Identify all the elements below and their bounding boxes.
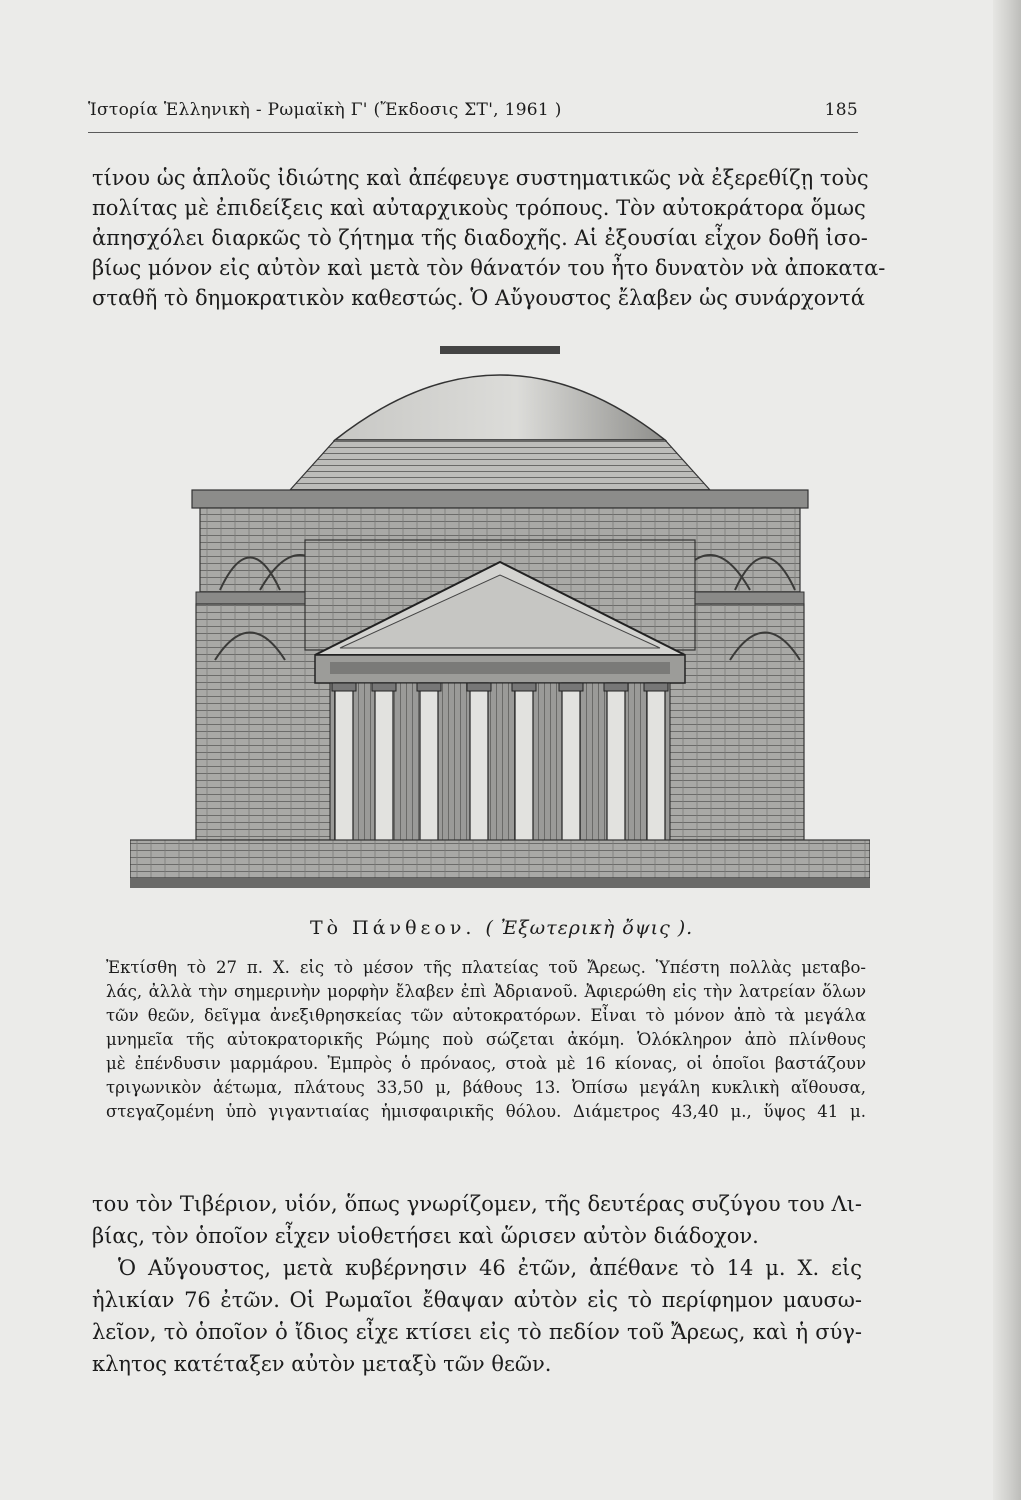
text-line: βίας, τὸν ὁποῖον εἶχεν υἱοθετήσει καὶ ὥρισεν αὐτὸν διάδοχον. bbox=[92, 1224, 759, 1248]
note-line: στεγαζομένη ὑπὸ γιγαντιαίας ἡμισφαιρικῆς θόλου. Διάμετρος 43,40 μ., ὕψος 41 μ. bbox=[106, 1102, 866, 1121]
bottom-paragraph bbox=[92, 1188, 862, 1380]
dome-lantern bbox=[440, 346, 560, 354]
note-line: Ἐκτίσθη τὸ 27 π. Χ. εἰς τὸ μέσον τῆς πλατείας τοῦ Ἄρεως. Ὑπέστη πολλὰς μεταβο- bbox=[106, 958, 866, 977]
stepped-rings bbox=[290, 440, 710, 490]
text-line: βίως μόνον εἰς αὐτὸν καὶ μετὰ τὸν θάνατόν του ἦτο δυνατὸν νὰ ἀποκατα- bbox=[92, 256, 886, 280]
figure-caption bbox=[310, 917, 693, 939]
note-line: τῶν θεῶν, δεῖγμα ἀνεξιθρησκείας τῶν αὐτοκρατόρων. Εἶναι τὸ μόνον ἀπὸ τὰ μεγάλα bbox=[106, 1006, 866, 1025]
figure-notes bbox=[106, 956, 866, 1124]
text-line: πολίτας μὲ ἐπιδείξεις καὶ αὐταρχικοὺς τρόπους. Τὸν αὐτοκράτορα ὅμως bbox=[92, 196, 866, 220]
ground-plinth bbox=[130, 840, 870, 878]
text-line: λεῖον, τὸ ὁποῖον ὁ ἴδιος εἶχε κτίσει εἰς τὸ πεδίον τοῦ Ἄρεως, καὶ ἡ σύγ- bbox=[92, 1320, 862, 1344]
text-line: σταθῆ τὸ δημοκρατικὸν καθεστώς. Ὁ Αὔγουστος ἔλαβεν ὡς συνάρχοντά bbox=[92, 286, 865, 310]
caption-sub: ( Ἐξωτερικὴ ὄψις ). bbox=[485, 917, 694, 939]
page-spine-shadow bbox=[993, 0, 1021, 1500]
note-line: μὲ ἐπένδυσιν μαρμάρου. Ἐμπρὸς ὁ πρόναος, στοὰ μὲ 16 κίονας, οἱ ὁποῖοι βαστάζουν bbox=[106, 1054, 866, 1073]
text-line: κλητος κατέταξεν αὐτὸν μεταξὺ τῶν θεῶν. bbox=[92, 1352, 552, 1376]
page-number: 185 bbox=[824, 100, 858, 120]
pantheon-engraving bbox=[130, 340, 870, 900]
text-line: ἡλικίαν 76 ἐτῶν. Οἱ Ρωμαῖοι ἔθαψαν αὐτὸν εἰς τὸ περίφημον μαυσω- bbox=[92, 1288, 862, 1312]
note-line: μνημεῖα τῆς αὐτοκρατορικῆς Ρώμης ποὺ σώζεται ἀκόμη. Ὁλόκληρον ἀπὸ πλίνθους bbox=[106, 1030, 866, 1049]
caption-main: Τὸ Πάνθεον. bbox=[310, 917, 476, 939]
drum-cornice bbox=[192, 490, 808, 508]
running-header bbox=[88, 100, 858, 130]
text-line: ἀπησχόλει διαρκῶς τὸ ζήτημα τῆς διαδοχῆς. Αἱ ἐξουσίαι εἶχον δοθῆ ἰσο- bbox=[92, 226, 868, 250]
text-line: Ὁ Αὔγουστος, μετὰ κυβέρνησιν 46 ἐτῶν, ἀπέθανε τὸ 14 μ. Χ. εἰς bbox=[118, 1256, 862, 1280]
dome bbox=[335, 375, 665, 440]
top-paragraph bbox=[92, 163, 886, 313]
text-line: τίνου ὡς ἁπλοῦς ἰδιώτης καὶ ἀπέφευγε συστηματικῶς νὰ ἐξερεθίζῃ τοὺς bbox=[92, 166, 869, 190]
text-line: του τὸν Τιβέριον, υἱόν, ὅπως γνωρίζομεν, τῆς δευτέρας συζύγου του Λι- bbox=[92, 1192, 862, 1216]
running-title: Ἱστορία Ἑλληνικὴ - Ρωμαϊκὴ Γ' (Ἔκδοσις ΣΤ', 1961 ) bbox=[88, 100, 562, 120]
note-line: λάς, ἀλλὰ τὴν σημερινὴν μορφὴν ἔλαβεν ἐπὶ Ἀδριανοῦ. Ἀφιερώθη εἰς τὴν λατρείαν ὅλων bbox=[106, 982, 866, 1001]
header-rule bbox=[88, 132, 858, 133]
note-line: τριγωνικὸν ἀέτωμα, πλάτους 33,50 μ, βάθους 13. Ὀπίσω μεγάλη κυκλικὴ αἴθουσα, bbox=[106, 1078, 866, 1097]
